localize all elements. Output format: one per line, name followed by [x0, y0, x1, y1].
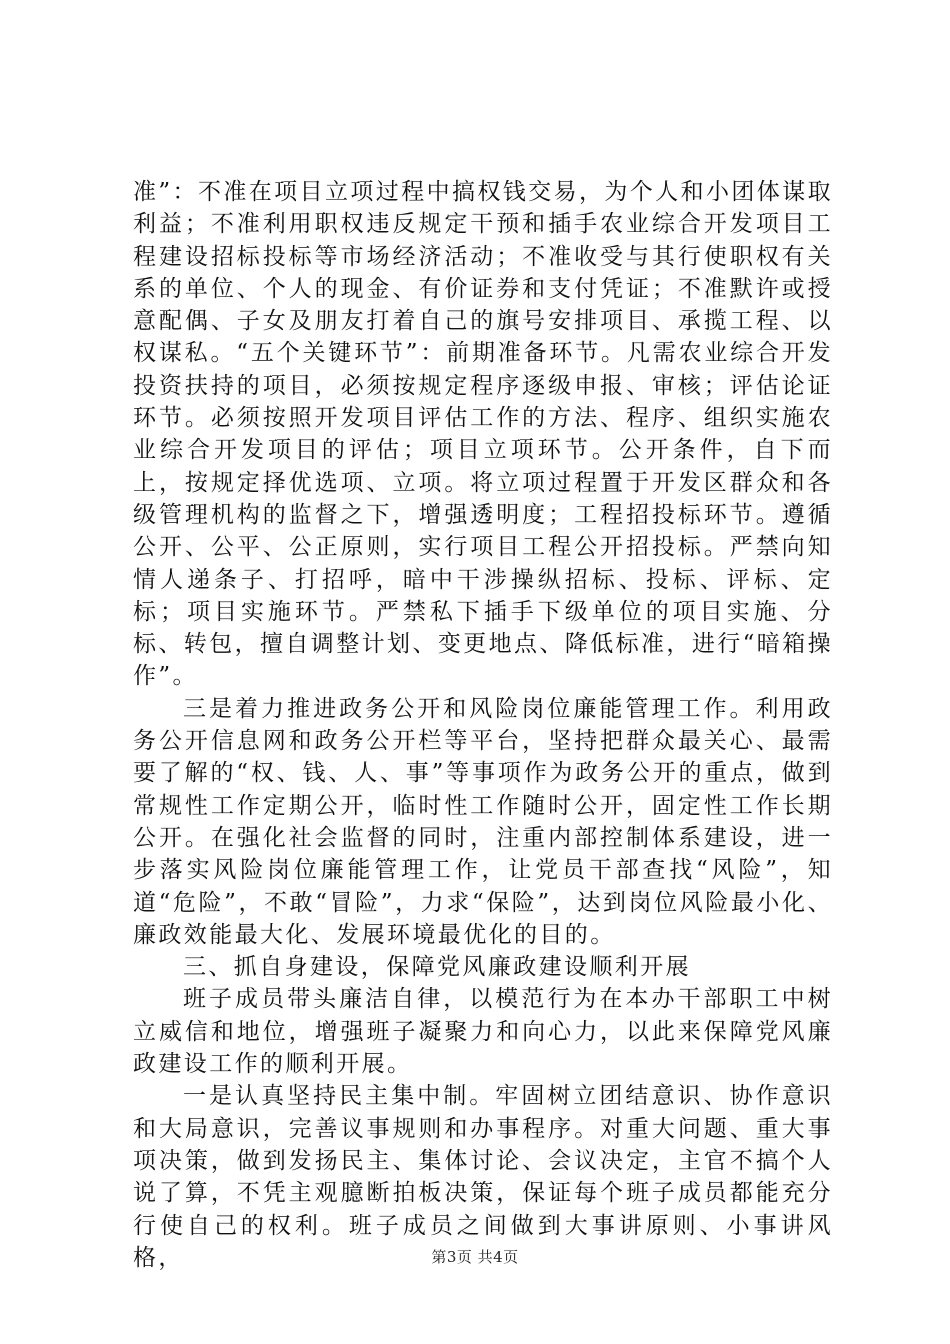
page-footer: 第3页 共4页: [431, 1248, 519, 1266]
paragraph-item-one: 一是认真坚持民主集中制。牢固树立团结意识、协作意识和大局意识，完善议事规则和办事程序。对重大问题、重大事项决策，做到发扬民主、集体讨论、会议决定，主官不搞个人说了算，不凭主观臆断拍板决策，保证每个班子成员都能充分行使自己的权利。班子成员之间做到大事讲原则、小事讲风格，: [133, 1083, 833, 1271]
section-heading: 三、抓自身建设，保障党风廉政建设顺利开展: [183, 954, 691, 981]
document-body: [133, 176, 833, 1274]
paragraph-section-intro: 班子成员带头廉洁自律，以模范行为在本办干部职工中树立威信和地位，增强班子凝聚力和向心力，以此来保障党风廉政建设工作的顺利开展。: [133, 986, 833, 1078]
paragraph-item-three: 三是着力推进政务公开和风险岗位廉能管理工作。利用政务公开信息网和政务公开栏等平台，坚持把群众最关心、最需要了解的“权、钱、人、事”等事项作为政务公开的重点，做到常规性工作定期公开，临时性工作随时公开，固定性工作长期公开。在强化社会监督的同时，注重内部控制体系建设，进一步落实风险岗位廉能管理工作，让党员干部查找“风险”，知道“危险”，不敢“冒险”，力求“保险”，达到岗位风险最小化、廉政效能最大化、发展环境最优化的目的。: [133, 695, 833, 948]
paragraph-continuation: 准”：不准在项目立项过程中搞权钱交易，为个人和小团体谋取利益；不准利用职权违反规定干预和插手农业综合开发项目工程建设招标投标等市场经济活动；不准收受与其行使职权有关系的单位、个人的现金、有价证券和支付凭证；不准默许或授意配偶、子女及朋友打着自己的旗号安排项目、承揽工程、以权谋私。“五个关键环节”：前期准备环节。凡需农业综合开发投资扶持的项目，必须按规定程序逐级申报、审核；评估论证环节。必须按照开发项目评估工作的方法、程序、组织实施农业综合开发项目的评估；项目立项环节。公开条件，自下而上，按规定择优选项、立项。将立项过程置于开发区群众和各级管理机构的监督之下，增强透明度；工程招投标环节。遵循公开、公平、公正原则，实行项目工程公开招投标。严禁向知情人递条子、打招呼，暗中干涉操纵招标、投标、评标、定标；项目实施环节。严禁私下插手下级单位的项目实施、分标、转包，擅自调整计划、变更地点、降低标准，进行“暗箱操作”。: [133, 179, 833, 690]
